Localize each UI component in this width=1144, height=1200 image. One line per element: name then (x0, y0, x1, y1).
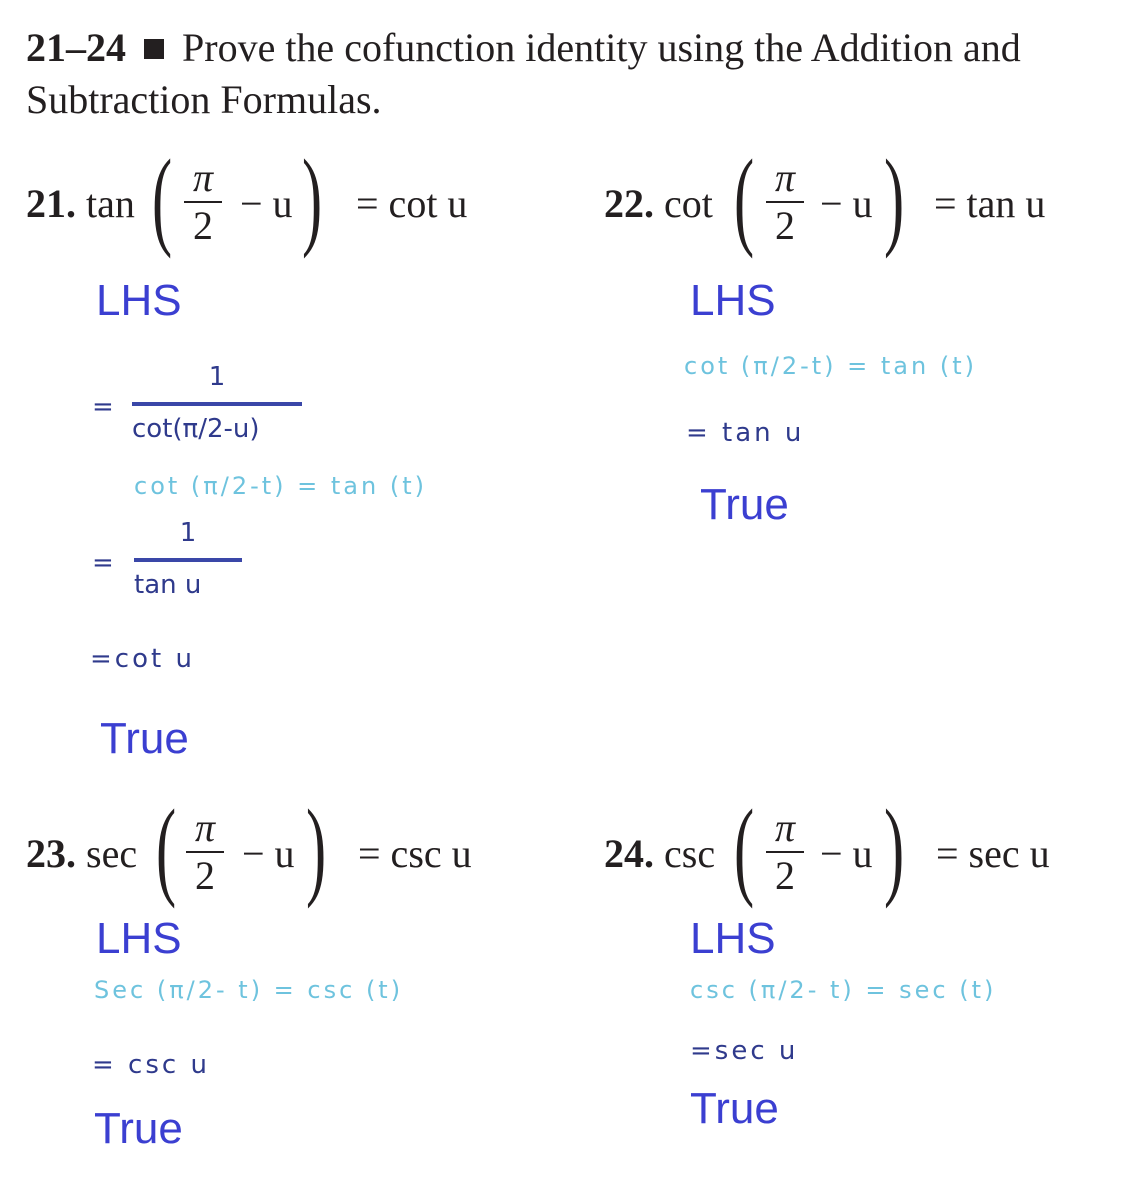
fraction-bar (134, 558, 242, 562)
p22-lhs-label: LHS (690, 276, 776, 325)
left-paren: ( (734, 787, 755, 909)
right-paren: ) (302, 137, 323, 259)
instruction-header (26, 22, 1126, 126)
p23-verdict: True (94, 1104, 183, 1153)
p24-verdict: True (690, 1084, 779, 1133)
fraction-denominator: 2 (193, 203, 213, 248)
fraction-numerator: 1 (179, 518, 197, 548)
problem-22-rhs: = tan u (934, 181, 1046, 226)
minus-u: − u (820, 181, 873, 226)
p24-result: =sec u (690, 1036, 799, 1066)
p22-verdict: True (700, 480, 789, 529)
problem-23-rhs: = csc u (358, 831, 472, 876)
left-paren: ( (156, 787, 177, 909)
p21-lhs-label: LHS (96, 276, 182, 325)
problem-24-rhs: = sec u (936, 831, 1050, 876)
p21-fraction-2 (134, 518, 242, 600)
problem-22-label (604, 180, 713, 227)
pi-over-2-fraction (184, 155, 222, 248)
right-paren: ) (884, 137, 905, 259)
fraction-denominator: cot(π/2-u) (132, 414, 260, 444)
p23-lhs-label: LHS (96, 914, 182, 963)
fraction-denominator: tan u (134, 570, 202, 600)
pi-over-2-fraction (186, 805, 224, 898)
problem-21-rhs: = cot u (356, 181, 468, 226)
square-bullet-icon (144, 39, 164, 59)
right-paren: ) (884, 787, 905, 909)
p22-result: = tan u (686, 418, 805, 448)
fraction-bar (132, 402, 302, 406)
fraction-numerator: π (194, 805, 216, 850)
p22-identity: cot (π/2-t) = tan (t) (684, 352, 977, 380)
pi-over-2-fraction (766, 805, 804, 898)
p24-lhs-label: LHS (690, 914, 776, 963)
minus-u: − u (240, 181, 293, 226)
fraction-numerator: π (774, 155, 796, 200)
fraction-numerator: π (192, 155, 214, 200)
problem-number: 21. (26, 181, 76, 226)
function-name: sec (86, 831, 138, 876)
minus-u: − u (242, 831, 295, 876)
minus-u: − u (820, 831, 873, 876)
problem-23-label (26, 830, 137, 877)
function-name: csc (664, 831, 716, 876)
fraction-numerator: π (774, 805, 796, 850)
p21-equals-1: = (92, 392, 117, 422)
p21-equals-2: = (92, 548, 117, 578)
p23-result: = csc u (92, 1050, 210, 1080)
fraction-denominator: 2 (775, 203, 795, 248)
p21-identity: cot (π/2-t) = tan (t) (134, 472, 427, 500)
problem-range: 21–24 (26, 25, 126, 70)
p21-verdict: True (100, 714, 189, 763)
problem-24-label (604, 830, 715, 877)
p24-identity: csc (π/2- t) = sec (t) (690, 976, 997, 1004)
right-paren: ) (306, 787, 327, 909)
fraction-denominator: 2 (195, 853, 215, 898)
pi-over-2-fraction (766, 155, 804, 248)
p21-fraction-1 (132, 362, 302, 444)
left-paren: ( (152, 137, 173, 259)
problem-number: 23. (26, 831, 76, 876)
left-paren: ( (734, 137, 755, 259)
instruction-text: Prove the cofunction identity using the Addition and Subtraction Formulas. (26, 25, 1021, 122)
problem-number: 24. (604, 831, 654, 876)
p23-identity: Sec (π/2- t) = csc (t) (94, 976, 404, 1004)
function-name: tan (86, 181, 135, 226)
function-name: cot (664, 181, 713, 226)
fraction-numerator: 1 (208, 362, 226, 392)
fraction-denominator: 2 (775, 853, 795, 898)
problem-number: 22. (604, 181, 654, 226)
p21-result: =cot u (90, 644, 195, 674)
problem-21-label (26, 180, 135, 227)
